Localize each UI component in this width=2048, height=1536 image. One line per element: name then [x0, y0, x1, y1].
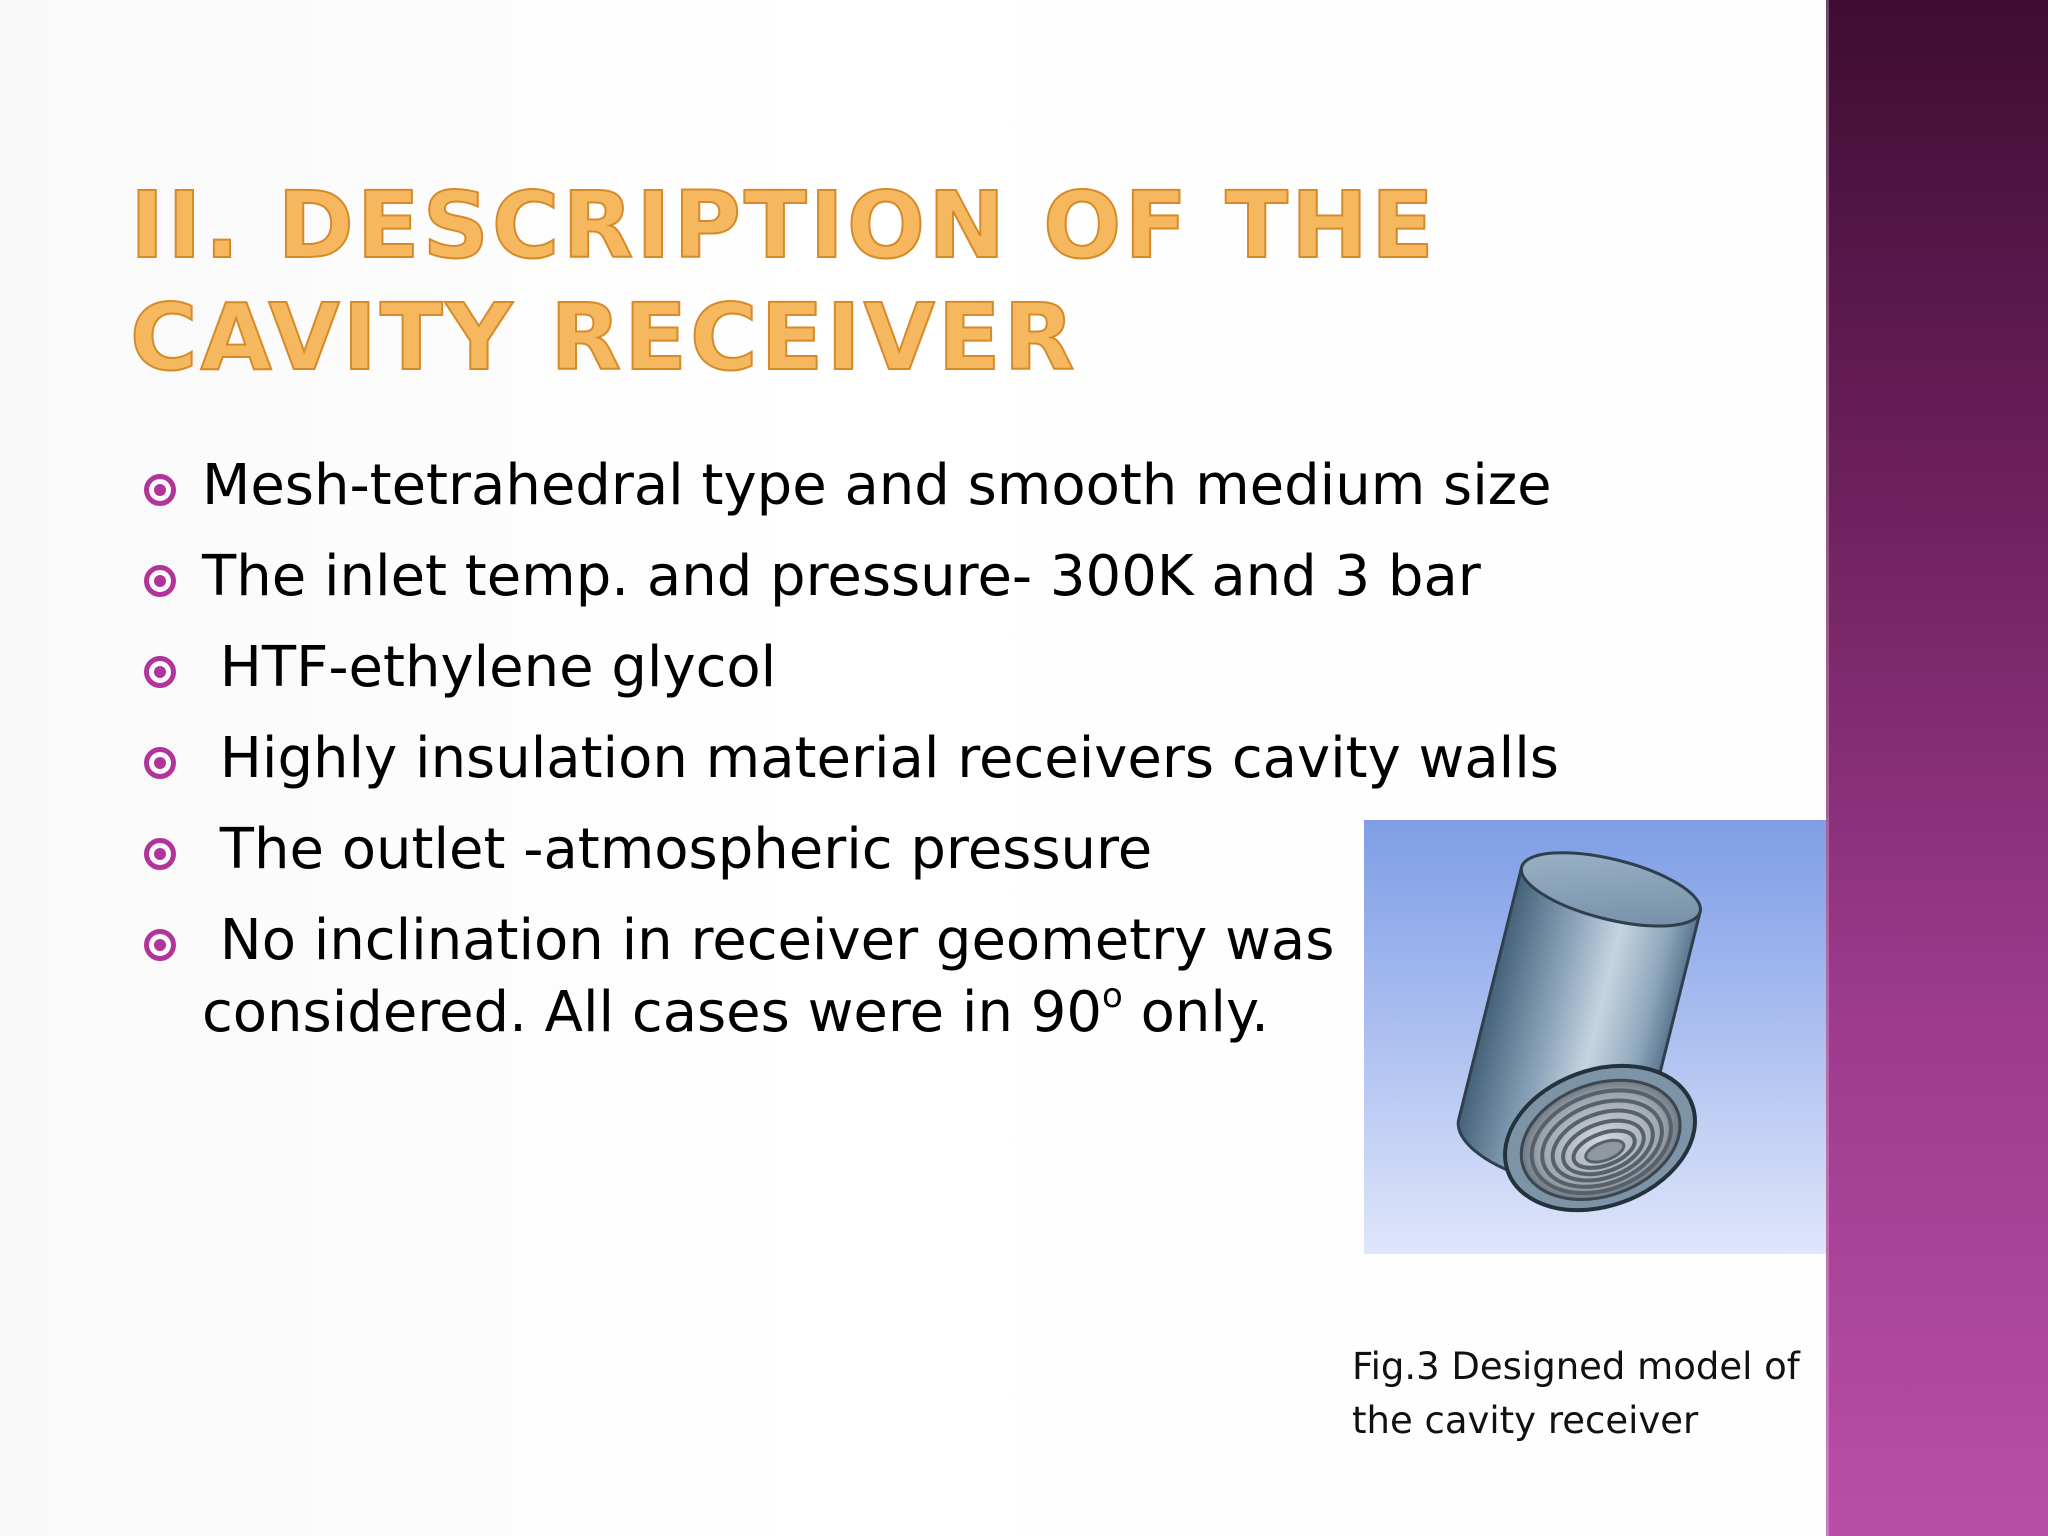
bullet-item	[140, 723, 1560, 795]
bullet-list	[140, 450, 1560, 1068]
bullet-text-line1: No inclination in receiver geometry was	[202, 908, 1335, 973]
bullet-text-line2-end: only.	[1122, 980, 1269, 1045]
bullet-text: Highly insulation material receivers cavity walls	[202, 726, 1559, 791]
bullet-item	[140, 450, 1560, 522]
slide-title: II. DESCRIPTION OF THE CAVITY RECEIVER	[130, 172, 1437, 391]
bullet-circle-icon	[144, 474, 176, 506]
bullet-text: Mesh-tetrahedral type and smooth medium size	[202, 453, 1552, 518]
caption-line1: Fig.3 Designed model of	[1352, 1345, 1800, 1388]
bullet-text: HTF-ethylene glycol	[202, 635, 777, 700]
bullet-item	[140, 632, 1560, 704]
bullet-circle-icon	[144, 565, 176, 597]
bullet-item	[140, 814, 1560, 886]
bullet-text: The inlet temp. and pressure- 300K and 3 bar	[202, 544, 1481, 609]
bullet-text: The outlet -atmospheric pressure	[202, 817, 1153, 882]
cavity-receiver-cylinder-icon	[1364, 820, 1826, 1254]
bullet-circle-icon	[144, 747, 176, 779]
caption-line2: the cavity receiver	[1352, 1399, 1699, 1442]
cavity-receiver-figure	[1364, 820, 1826, 1254]
degree-superscript: o	[1102, 976, 1123, 1016]
bullet-circle-icon	[144, 656, 176, 688]
bullet-circle-icon	[144, 838, 176, 870]
figure-caption	[1352, 1340, 1822, 1448]
bullet-item-last	[140, 905, 1560, 1049]
decorative-sidebar	[1826, 0, 2048, 1536]
bullet-item	[140, 541, 1560, 613]
bullet-circle-icon	[144, 929, 176, 961]
bullet-text-line2: considered. All cases were in 90	[202, 980, 1103, 1045]
